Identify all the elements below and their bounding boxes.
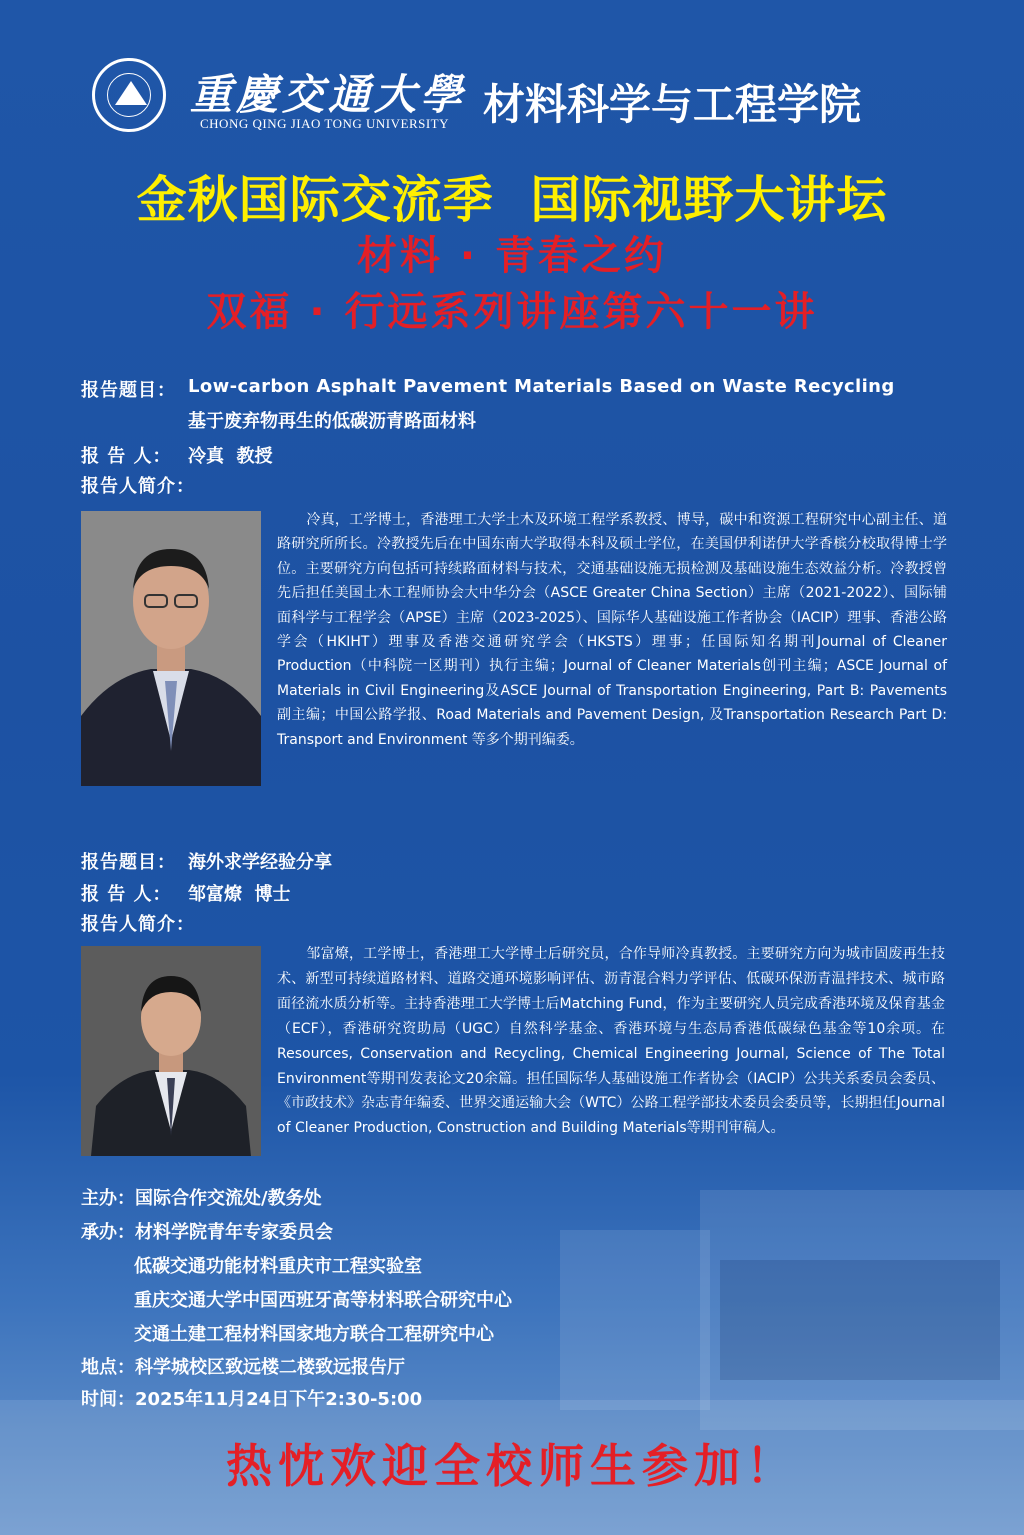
subtitle-1: 材料 · 青春之约	[356, 233, 668, 279]
talk2-topic-cn: 海外求学经验分享	[188, 852, 332, 873]
talk1-intro-label: 报告人简介：	[81, 476, 195, 497]
talk1-topic-label: 报告题目：	[81, 380, 176, 401]
backdrop-building-left	[560, 1230, 710, 1410]
talk2-speaker-label: 报 告 人：	[81, 884, 172, 905]
talk1-topic-cn: 基于废弃物再生的低碳沥青路面材料	[188, 411, 476, 432]
speaker2-portrait-icon	[81, 946, 261, 1156]
speaker2-bio: 邹富燎，工学博士，香港理工大学博士后研究员，合作导师冷真教授。主要研究方向为城市固废再生技术、新型可持续道路材料、道路交通环境影响评估、沥青混合料力学评估、低碳环保沥青温拌技术、城市路面径流水质分析等。主持香港理工大学博士后Matching Fund，作为主要研究人员完成香港环境及保育基金（ECF），香港研究资助局（UGC）自然科学基金、香港环境与生态局香港低碳绿色基金等10余项。在Resources, Conservation and Recycling, Chemical Engineering Journal, Science of The Total Environment等期刊发表论文20余篇。担任国际华人基础设施工作者协会（IACIP）公共关系委员会委员、《市政技术》杂志青年编委、世界交通运输大会（WTC）公路工程学部技术委员会委员等，长期担任Journal of Cleaner Production, Construction and Building Materials等期刊审稿人。	[277, 946, 945, 1137]
talk1-topic-en: Low-carbon Asphalt Pavement Materials Based on Waste Recycling	[188, 376, 895, 397]
time-line: 时间：2025年11月24日下午2:30-5:00	[81, 1389, 423, 1410]
backdrop-building-windows	[720, 1260, 1000, 1380]
venue-line: 地点：科学城校区致远楼二楼致远报告厅	[81, 1357, 405, 1378]
university-logo	[92, 58, 166, 132]
university-name-en: CHONG QING JIAO TONG UNIVERSITY	[200, 116, 450, 131]
co-host-line-1: 承办：材料学院青年专家委员会	[81, 1222, 333, 1243]
talk1-speaker: 冷真 教授	[188, 446, 273, 467]
university-name-cn: 重慶交通大學	[190, 70, 467, 119]
co-host-line-4: 交通土建工程材料国家地方联合工程研究中心	[134, 1324, 494, 1345]
subtitle-2: 双福 · 行远系列讲座第六十一讲	[206, 289, 818, 335]
college-name: 材料科学与工程学院	[483, 80, 862, 129]
talk2-topic-label: 报告题目：	[81, 852, 176, 873]
talk2-intro-label: 报告人简介：	[81, 914, 195, 935]
speaker1-photo	[81, 511, 261, 786]
co-host-line-2: 低碳交通功能材料重庆市工程实验室	[134, 1256, 422, 1277]
talk2-speaker: 邹富燎 博士	[188, 884, 291, 905]
logo-emblem-icon	[115, 81, 147, 105]
welcome-banner: 热忱欢迎全校师生参加！	[226, 1439, 798, 1493]
main-title: 金秋国际交流季 国际视野大讲坛	[136, 171, 888, 229]
speaker1-portrait-icon	[81, 511, 261, 786]
talk1-speaker-label: 报 告 人：	[81, 446, 172, 467]
speaker2-photo	[81, 946, 261, 1156]
speaker1-bio: 冷真，工学博士，香港理工大学土木及环境工程学系教授、博导，碳中和资源工程研究中心副主任、道路研究所所长。冷教授先后在中国东南大学取得本科及硕士学位，在美国伊利诺伊大学香槟分校取得博士学位。主要研究方向包括可持续路面材料与技术，交通基础设施无损检测及基础设施生态效益分析。冷教授曾先后担任美国土木工程师协会大中华分会（ASCE Greater China Section）主席（2021-2022）、国际铺面科学与工程学会（APSE）主席（2023-2025）、国际华人基础设施工作者协会（IACIP）理事、香港公路学会（HKIHT）理事及香港交通研究学会（HKSTS）理事；任国际知名期刊Journal of Cleaner Production（中科院一区期刊）执行主编；Journal of Cleaner Materials创刊主编；ASCE Journal of Materials in Civil Engineering及ASCE Journal of Transportation Engineering, Part B: Pavements副主编；中国公路学报、Road Materials and Pavement Design, 及Transportation Research Part D: Transport and Environment 等多个期刊编委。	[277, 512, 947, 748]
co-host-line-3: 重庆交通大学中国西班牙高等材料联合研究中心	[134, 1290, 512, 1311]
host-line: 主办：国际合作交流处/教务处	[81, 1188, 322, 1209]
